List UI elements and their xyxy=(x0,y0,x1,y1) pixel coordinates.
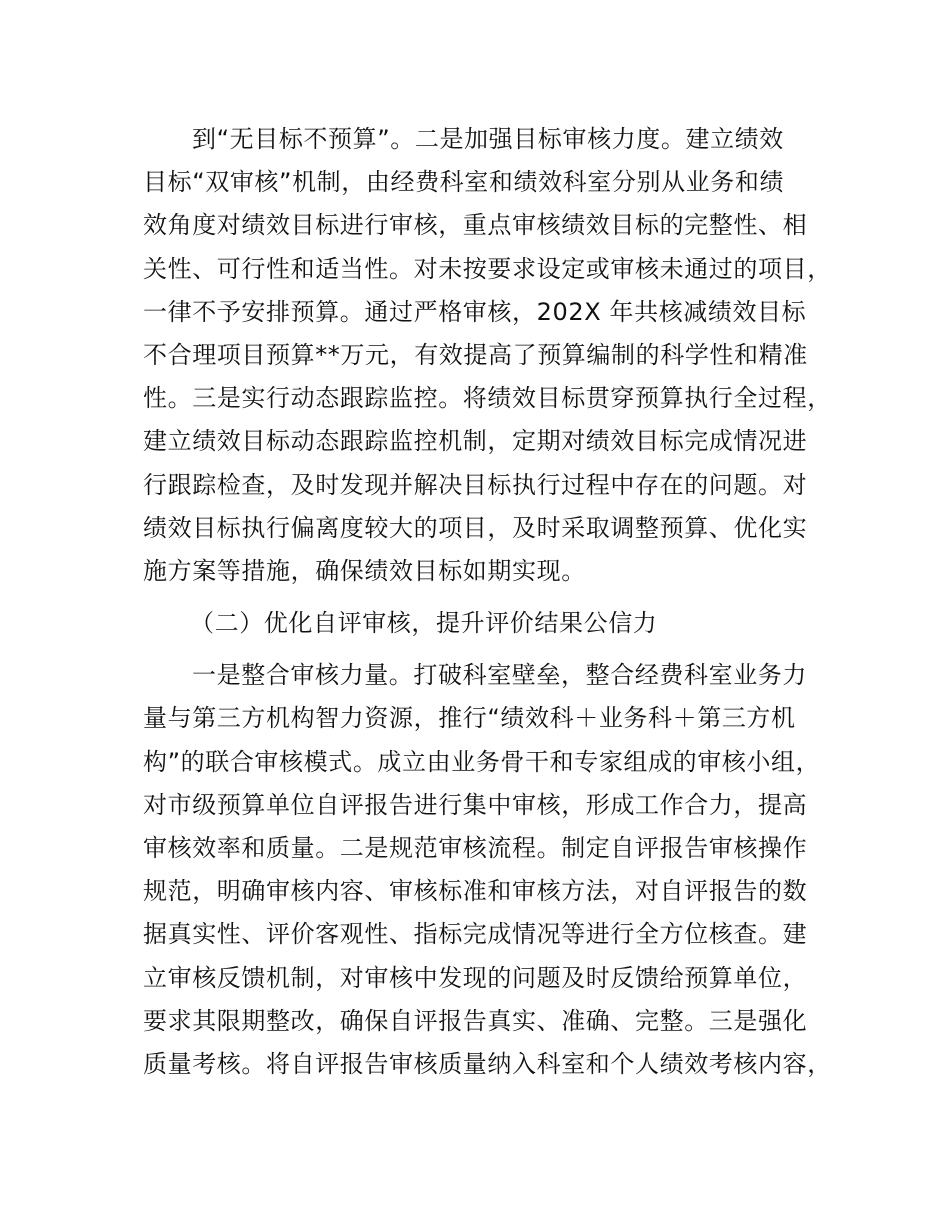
paragraph-gap xyxy=(143,593,843,602)
document-body xyxy=(143,118,843,1086)
text-line: 立审核反馈机制，对审核中发现的问题及时反馈给预算单位， xyxy=(143,963,808,992)
text-line: 构”的联合审核模式。成立由业务骨干和专家组成的审核小组， xyxy=(143,747,821,776)
text-line: 绩效目标执行偏离度较大的项目，及时采取调整预算、优化实 xyxy=(143,513,808,542)
text-line: 行跟踪检查，及时发现并解决目标执行过程中存在的问题。对 xyxy=(143,470,808,499)
text-line: 一是整合审核力量。打破科室壁垒，整合经费科室业务力 xyxy=(192,661,807,690)
text-line: 一律不予安排预算。通过严格审核，202X 年共核减绩效目标 xyxy=(143,297,807,326)
paragraph-gap xyxy=(143,645,843,654)
text-line: 审核效率和质量。二是规范审核流程。制定自评报告审核操作 xyxy=(143,834,808,862)
text-line: 量与第三方机构智力资源，推行“绩效科＋业务科＋第三方机 xyxy=(143,704,796,733)
text-line: 要求其限期整改，确保自评报告真实、准确、完整。三是强化 xyxy=(143,1006,808,1035)
text-line: 不合理项目预算**万元，有效提高了预算编制的科学性和精准 xyxy=(143,340,808,369)
section-heading: （二）优化自评审核，提升评价结果公信力 xyxy=(190,609,658,638)
text-line: 对市级预算单位自评报告进行集中审核，形成工作合力，提高 xyxy=(143,790,808,819)
text-line: 规范，明确审核内容、审核标准和审核方法，对自评报告的数 xyxy=(143,877,808,906)
text-line: 到“无目标不预算”。二是加强目标审核力度。建立绩效 xyxy=(192,125,784,153)
text-line: 关性、可行性和适当性。对未按要求设定或审核未通过的项目， xyxy=(143,254,832,283)
paragraph-target-review xyxy=(143,118,843,593)
paragraph-self-evaluation xyxy=(143,654,843,1086)
text-line: 效角度对绩效目标进行审核，重点审核绩效目标的完整性、相 xyxy=(143,211,808,240)
text-line: 性。三是实行动态跟踪监控。将绩效目标贯穿预算执行全过程， xyxy=(143,384,832,413)
text-line: 据真实性、评价客观性、指标完成情况等进行全方位核查。建 xyxy=(143,920,808,949)
text-line: 质量考核。将自评报告审核质量纳入科室和个人绩效考核内容， xyxy=(143,1049,832,1078)
text-line: 建立绩效目标动态跟踪监控机制，定期对绩效目标完成情况进 xyxy=(143,427,808,456)
text-line: 目标“双审核”机制，由经费科室和绩效科室分别从业务和绩 xyxy=(143,168,785,197)
text-line: 施方案等措施，确保绩效目标如期实现。 xyxy=(143,556,586,585)
